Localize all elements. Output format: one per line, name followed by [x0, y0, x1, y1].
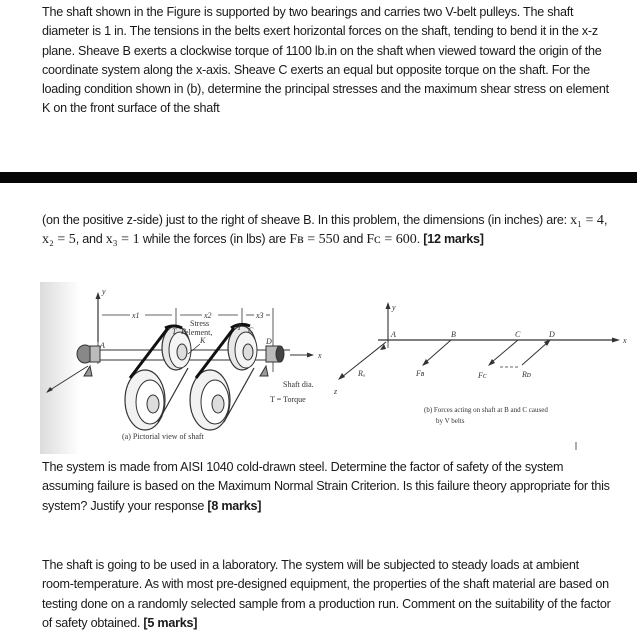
separator: . [416, 232, 424, 247]
marks-label: [12 marks] [423, 232, 484, 247]
label-x1: x1 [132, 311, 140, 320]
label-x3: x3 [256, 311, 264, 320]
marks-label: [5 marks] [143, 615, 198, 630]
label-a-b: A [391, 330, 396, 339]
label-x2: x2 [204, 311, 212, 320]
label-t2: T [237, 323, 242, 332]
pictorial-view [46, 292, 314, 430]
problem-paragraph-4 [42, 556, 612, 633]
label-rd: Rᴅ [522, 370, 531, 379]
label-z: z [334, 387, 338, 396]
problem-text-2a: (on the positive z-side) just to the right of sheave B. In this problem, the dimensions (in inches) are: [42, 213, 571, 227]
label-y-b: y [392, 303, 396, 312]
shaft-figure [40, 282, 630, 454]
separator: and [339, 232, 367, 247]
problem-text-1: The shaft shown in the Figure is supported by two bearings and carries two V-belt pulleys. The shaft diameter is 1 in. The tensions in the belts exert horizontal forces on the shaft, tending to bend it in the x-z plane. Sheave B exerts a clockwise torque of 1100 lb.in on the shaft when viewed toward the origin of the coordinate system along the x-axis. Sheave C exerts an equal but opposite torque on the shaft. For the loading condition shown in (b), determine the principal stresses and the maximum shear stress on element K on the front surface of the shaft [42, 5, 609, 116]
separator-bar [0, 172, 637, 183]
problem-text-2b: while the forces (in lbs) are [139, 232, 290, 247]
label-element: element, [185, 328, 213, 337]
dimension-x1: x₁ = 4 [570, 213, 604, 228]
label-c-b: C [515, 330, 521, 339]
marks-label: [8 marks] [207, 498, 262, 513]
label-k: K [200, 336, 206, 345]
label-x-b: x [623, 336, 627, 345]
label-b-b: B [451, 330, 456, 339]
separator: , [603, 213, 608, 227]
label-c: C [248, 326, 254, 335]
dimension-x3: x₃ = 1 [105, 232, 140, 248]
shaft-diagram [40, 282, 630, 454]
caption-b-line2: by V belts [436, 417, 465, 425]
label-shaft-dia: Shaft dia. [283, 380, 314, 389]
label-d-b: D [549, 330, 555, 339]
problem-text-3: The system is made from AISI 1040 cold-drawn steel. Determine the factor of safety of the system assuming failure is based on the Maximum Normal Strain Criterion. Is this failure theory appropriate for this system? Justify your response [42, 460, 610, 513]
dimension-x2: x₂ = 5 [42, 232, 76, 248]
label-stress: Stress [190, 319, 210, 328]
problem-paragraph-1 [42, 3, 612, 119]
label-torque: T = Torque [270, 395, 306, 404]
problem-paragraph-2 [42, 211, 612, 250]
label-a: A [100, 341, 105, 350]
label-ra: Rₐ [358, 369, 366, 378]
problem-paragraph-3 [42, 458, 612, 516]
label-t1: T [172, 327, 177, 336]
separator: , and [75, 232, 106, 247]
label-d: D [266, 337, 272, 346]
caption-a: (a) Pictorial view of shaft [122, 432, 204, 441]
label-x: x [318, 351, 322, 360]
label-fc: Fᴄ [478, 371, 487, 380]
label-b: B [181, 327, 186, 336]
forces-labels [333, 303, 627, 425]
label-fb: Fʙ [416, 369, 425, 378]
force-fb: Fʙ = 550 [289, 232, 340, 248]
caption-b-line1: (b) Forces acting on shaft at B and C caused [424, 406, 548, 414]
label-y: y [102, 287, 106, 296]
force-fc: Fᴄ = 600 [366, 232, 417, 248]
problem-text-4: The shaft is going to be used in a laboratory. The system will be subjected to steady loads at ambient room-temperature. As with most pre-designed equipment, the properties of the shaft material are based on testing done on a randomly selected sample from a production run. Comment on the suitability of the factor of safety obtained. [42, 558, 611, 630]
